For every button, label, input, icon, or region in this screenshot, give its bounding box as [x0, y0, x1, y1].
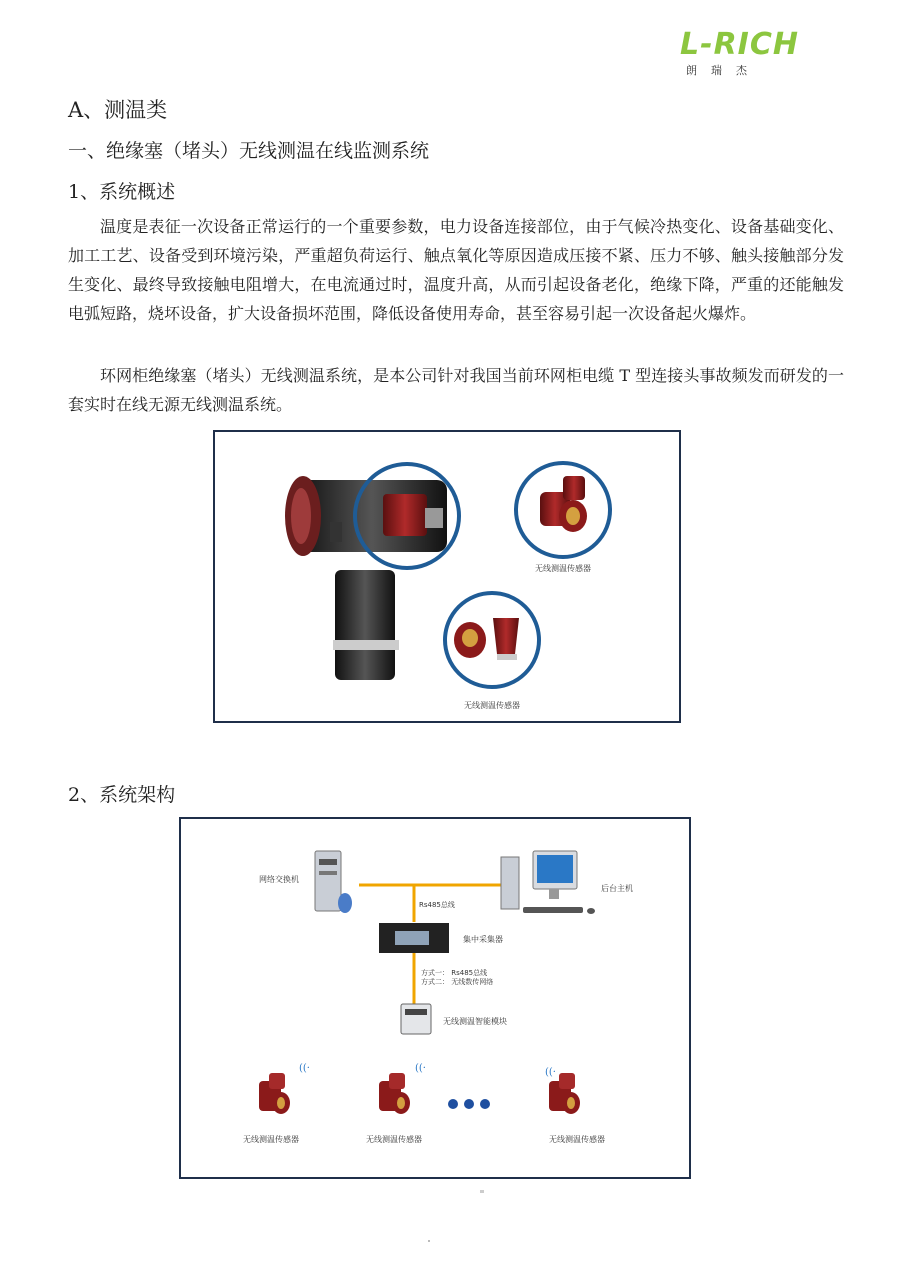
- smart-module-icon: [401, 1004, 431, 1034]
- wifi-icon: ((·: [415, 1063, 426, 1074]
- logo-subtitle: 朗瑞杰: [686, 64, 761, 77]
- switch-server-icon: [315, 851, 352, 913]
- sensor-node-b: [379, 1063, 426, 1114]
- chapter-heading: 一、绝缘塞（堵头）无线测温在线监测系统: [68, 140, 430, 162]
- collector-label: 集中采集器: [463, 935, 503, 944]
- scan-artifact: [480, 1190, 484, 1193]
- sensor-label-2: 无线测温传感器: [464, 701, 520, 710]
- overview-paragraph-2: 环网柜绝缘塞（堵头）无线测温系统，是本公司针对我国当前环网柜电缆 T 型连接头事故频发而研发的一套实时在线无源无线测温系统。: [68, 366, 844, 414]
- rs485-label: Rs485总线: [419, 901, 455, 909]
- sensor-node-c: [545, 1067, 580, 1114]
- more-sensors-ellipsis: [448, 1099, 490, 1109]
- collector-device-icon: [379, 923, 449, 953]
- wifi-icon: ((·: [299, 1063, 310, 1074]
- sensor-label-b: 无线测温传感器: [366, 1135, 422, 1144]
- subsection-heading-overview: 1、系统概述: [68, 181, 176, 203]
- product-figure: [213, 430, 681, 723]
- logo-text: L-RICH: [680, 27, 799, 62]
- company-logo: [680, 27, 810, 80]
- architecture-illustration: [181, 819, 689, 1177]
- mode-1-label: 方式一： Rs485总线: [421, 969, 488, 977]
- section-heading-a: A、测温类: [68, 98, 168, 122]
- host-label: 后台主机: [601, 884, 633, 893]
- module-label: 无线测温智能模块: [443, 1017, 507, 1026]
- wifi-icon: ((·: [545, 1067, 556, 1078]
- product-illustration: [215, 432, 679, 721]
- host-computer-icon: [501, 851, 595, 914]
- sensor-label-1: 无线测温传感器: [535, 564, 591, 573]
- overview-paragraph-1: 温度是表征一次设备正常运行的一个重要参数，电力设备连接部位，由于气候冷热变化、设备基础变化、加工工艺、设备受到环境污染，严重超负荷运行、触点氧化等原因造成压接不紧、压力不够、触头接触部分发生变化、最终导致接触电阻增大，在电流通过时，温度升高，从而引起设备老化，绝缘下降，严重的还能触发电弧短路，烧坏设备，扩大设备损坏范围，降低设备使用寿命，甚至容易引起一次设备起火爆炸。: [68, 217, 844, 323]
- sensor-label-a: 无线测温传感器: [243, 1135, 299, 1144]
- architecture-diagram: [179, 817, 691, 1179]
- switch-label: 网络交换机: [259, 875, 299, 884]
- subsection-heading-architecture: 2、系统架构: [68, 784, 176, 806]
- scan-artifact: [428, 1240, 430, 1242]
- mode-2-label: 方式二： 无线数传网络: [421, 978, 494, 986]
- sensor-label-c: 无线测温传感器: [549, 1135, 605, 1144]
- sensor-node-a: [259, 1063, 310, 1114]
